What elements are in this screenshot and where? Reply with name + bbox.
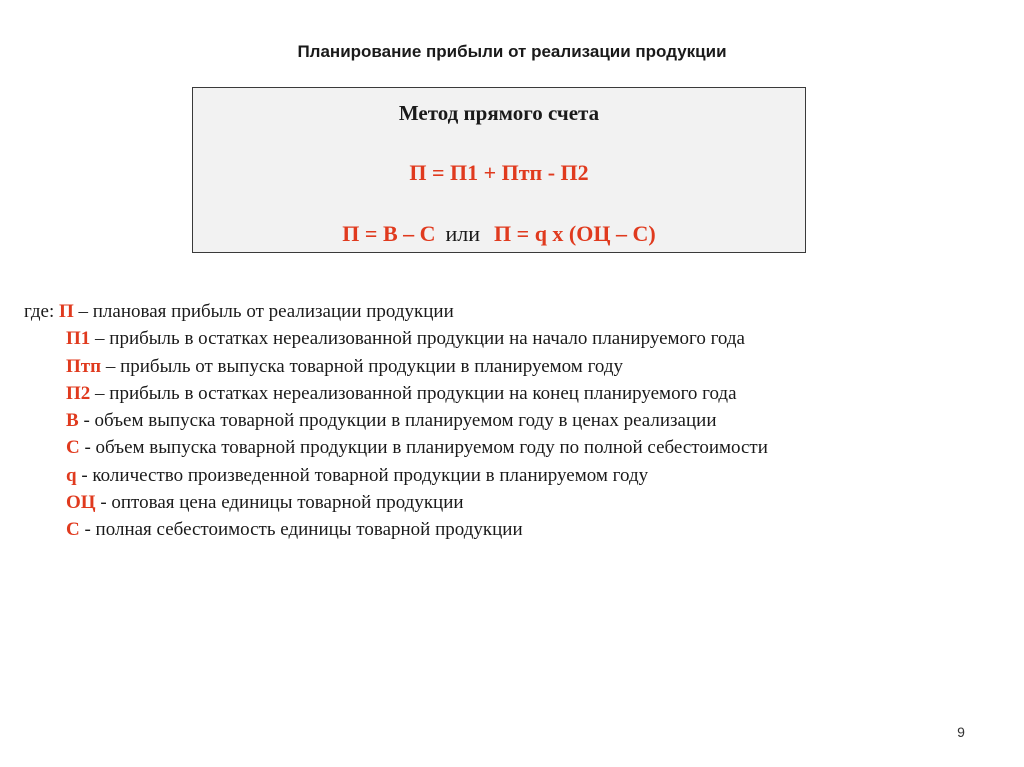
legend-symbol: В: [66, 410, 79, 432]
legend-symbol: С: [66, 437, 80, 459]
legend-row: [24, 489, 929, 516]
legend-row: [24, 434, 929, 461]
page-number: 9: [957, 724, 965, 740]
legend-row: [24, 462, 929, 489]
legend-row: [24, 353, 929, 380]
legend-symbol: q: [66, 464, 77, 486]
legend-symbol: С: [66, 519, 80, 541]
legend-row: [24, 407, 929, 434]
legend-text: – плановая прибыль от реализации продукции: [73, 301, 454, 322]
legend-text: – прибыль в остатках нереализованной продукции на конец планируемого года: [90, 382, 737, 404]
legend-text: - полная себестоимость единицы товарной продукции: [79, 519, 523, 541]
legend-text: - количество произведенной товарной продукции в планируемом году: [76, 464, 649, 486]
method-title: Метод прямого счета: [398, 101, 600, 125]
formula-profit-direct: [193, 221, 805, 247]
legend-text: - объем выпуска товарной продукции в планируемом году в ценах реализации: [78, 410, 717, 432]
legend-text: – прибыль в остатках нереализованной продукции на начало планируемого года: [90, 328, 745, 350]
legend-text: - оптовая цена единицы товарной продукции: [95, 492, 464, 514]
legend-symbol: П2: [66, 382, 91, 404]
legend-symbol: Птп: [66, 355, 102, 377]
legend: [24, 298, 929, 544]
legend-row: [24, 516, 929, 543]
legend-prefix: где:: [24, 301, 59, 322]
legend-row: [24, 380, 929, 407]
legend-symbol: П: [58, 301, 74, 322]
legend-text: - объем выпуска товарной продукции в планируемом году по полной себестоимости: [79, 437, 768, 459]
legend-row: [24, 325, 929, 352]
formula-or-label: или: [445, 221, 481, 246]
legend-row: [24, 298, 929, 325]
method-box: [192, 87, 806, 253]
legend-symbol: П1: [66, 328, 91, 350]
legend-symbol: ОЦ: [66, 492, 96, 514]
legend-text: – прибыль от выпуска товарной продукции в планируемом году: [101, 355, 624, 377]
formula-quantity-price: П = q x (ОЦ – С): [494, 221, 656, 246]
formula-profit-balance: П = П1 + Птп - П2: [409, 160, 589, 185]
slide-title: Планирование прибыли от реализации продукции: [297, 42, 727, 61]
formula-revenue-minus-cost: П = В – С: [342, 221, 436, 246]
